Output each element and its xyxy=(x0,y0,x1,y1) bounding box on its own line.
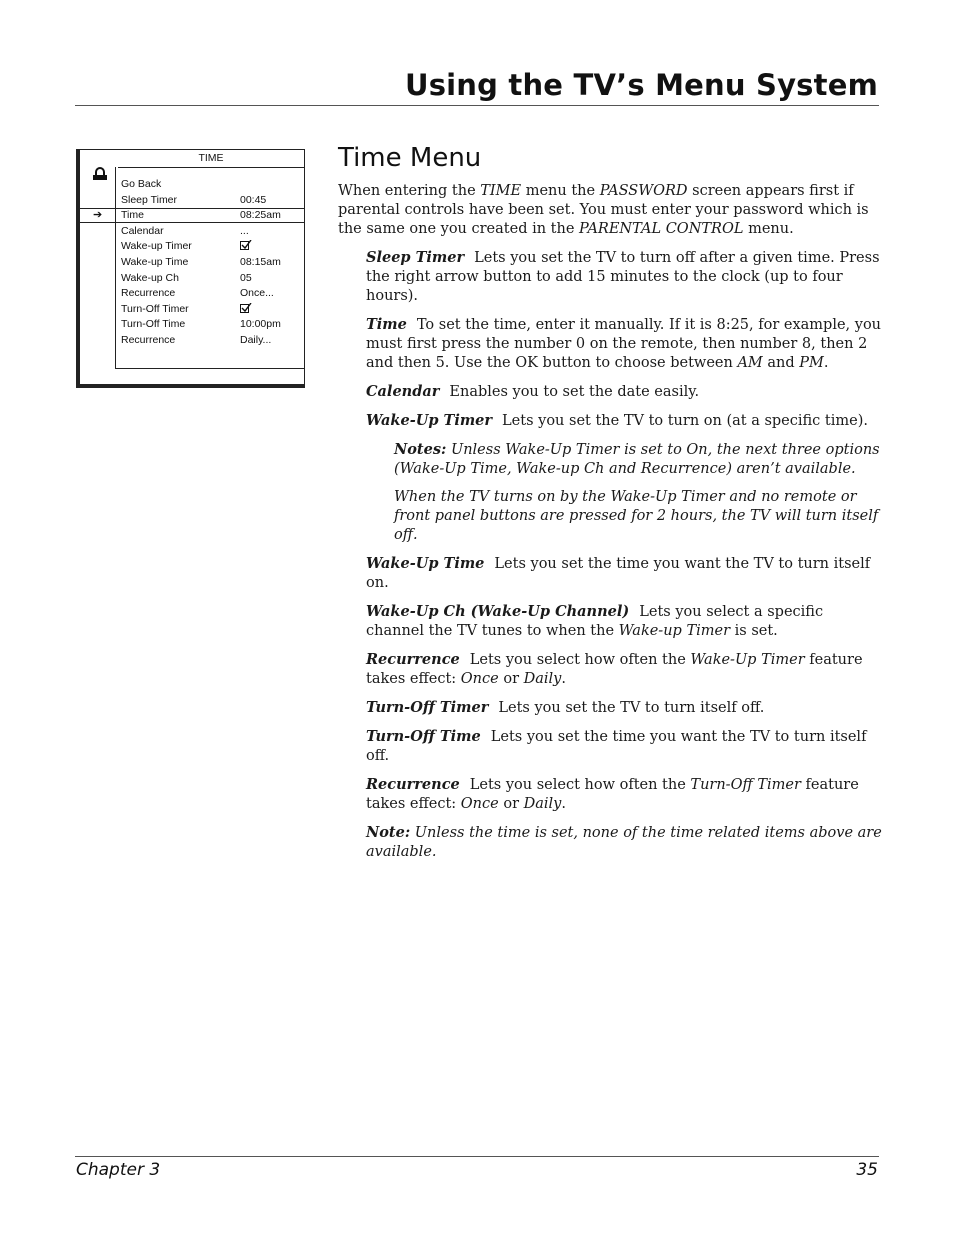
text-run: Lets you set the TV to turn off after a given time. Press the right arrow button to add 15 minutes to the clock (up to four hours). xyxy=(366,250,880,304)
term-label: Wake-Up Time xyxy=(366,555,485,572)
menu-item-label: Turn-Off Time xyxy=(121,318,186,330)
text-run: Unless Wake-Up Timer is set to On, the next three options (Wake-Up Time, Wake-up Ch and Recurrence) aren’t available. xyxy=(394,442,880,477)
menu-item-recurrence-wakeup[interactable] xyxy=(80,286,305,301)
checkbox-checked-icon xyxy=(240,241,249,250)
menu-item-calendar[interactable] xyxy=(80,224,305,239)
menu-item-value: Once... xyxy=(240,287,274,299)
term-label: Sleep Timer xyxy=(366,249,465,266)
text-run: Lets you select how often the xyxy=(469,652,691,668)
menu-item-label: Calendar xyxy=(121,225,164,237)
header-rule xyxy=(75,105,879,106)
menu-item-turnoff-time[interactable] xyxy=(80,317,305,332)
text-run: Lets you set the time you want the TV to turn itself on. xyxy=(366,556,871,591)
text-run: Once xyxy=(460,671,499,687)
text-run: Lets you set the time you want the TV to turn itself off. xyxy=(366,729,867,764)
page-header-title: Using the TV’s Menu System xyxy=(404,68,878,102)
menu-item-label: Wake-up Time xyxy=(121,256,189,268)
text-run: PM xyxy=(799,355,824,371)
menu-item-sleep-timer[interactable] xyxy=(80,193,305,208)
term-label: Wake-Up Ch (Wake-Up Channel) xyxy=(366,603,630,620)
notes-paragraph-2 xyxy=(338,488,883,545)
wakeup-time-paragraph xyxy=(338,554,883,593)
text-run: Wake-up Timer xyxy=(618,623,731,639)
text-run: Lets you select a specific channel the TV tunes to when the xyxy=(366,604,824,639)
term-label: Recurrence xyxy=(366,651,460,668)
menu-item-value: Daily... xyxy=(240,334,272,346)
text-run: menu the xyxy=(521,183,600,199)
menu-item-label: Turn-Off Timer xyxy=(121,303,189,315)
term-label: Turn-Off Timer xyxy=(366,699,489,716)
text-run: . xyxy=(561,671,566,687)
footer-chapter: Chapter 3 xyxy=(76,1160,161,1180)
footer-rule xyxy=(75,1156,879,1157)
menu-item-value: 10:00pm xyxy=(240,318,281,330)
text-run: Enables you to set the date easily. xyxy=(449,384,700,400)
turnoff-timer-paragraph xyxy=(338,698,883,718)
text-run: and xyxy=(762,355,800,371)
menu-item-value: 05 xyxy=(240,272,252,284)
term-label: Note: xyxy=(366,824,411,841)
menu-item-label: Go Back xyxy=(121,178,162,190)
text-run: To set the time, enter it manually. If it is 8:25, for example, you must first press the number 0 on the remote, then number 8, then 2 and then 5. Use the OK button to choose between xyxy=(366,317,882,371)
menu-item-value: ... xyxy=(240,225,249,237)
turnoff-time-paragraph xyxy=(338,727,883,766)
menu-item-label: Wake-up Ch xyxy=(121,272,179,284)
section-title: Time Menu xyxy=(338,143,482,173)
note-paragraph xyxy=(338,823,883,862)
time-paragraph xyxy=(338,315,883,373)
text-run: Daily xyxy=(523,796,562,812)
text-run: Lets you select how often the xyxy=(469,777,691,793)
wakeup-timer-paragraph xyxy=(338,411,883,431)
menu-item-wakeup-ch[interactable] xyxy=(80,271,305,286)
menu-item-label: Time xyxy=(121,209,144,221)
recurrence-turnoff-paragraph xyxy=(338,775,883,814)
recurrence-wakeup-paragraph xyxy=(338,650,883,689)
text-run: or xyxy=(498,796,524,812)
text-run: is set. xyxy=(730,623,778,639)
checkbox-checked-icon xyxy=(240,304,249,313)
text-run: feature takes effect: xyxy=(366,777,859,812)
text-run: AM xyxy=(737,355,763,371)
menu-item-time[interactable] xyxy=(80,208,305,223)
text-run: Daily xyxy=(523,671,562,687)
text-run: menu. xyxy=(743,221,794,237)
text-run: PASSWORD xyxy=(599,183,688,199)
menu-item-value: 00:45 xyxy=(240,194,267,206)
text-run: Unless the time is set, none of the time related items above are available. xyxy=(366,825,882,860)
text-run: . xyxy=(823,355,829,371)
text-run: Once xyxy=(460,796,499,812)
text-run: Wake-Up Timer xyxy=(690,652,805,668)
text-run: Lets you set the TV to turn on (at a specific time). xyxy=(502,413,868,429)
body-text xyxy=(338,182,883,871)
menu-item-label: Recurrence xyxy=(121,287,176,299)
menu-item-turnoff-timer[interactable] xyxy=(80,302,305,317)
notes-paragraph xyxy=(338,440,883,479)
arrow-right-icon: ➔ xyxy=(93,209,103,221)
intro-paragraph xyxy=(338,182,883,239)
text-run: Turn-Off Timer xyxy=(690,777,801,793)
menu-item-label: Sleep Timer xyxy=(121,194,178,206)
term-label: Time xyxy=(366,316,407,333)
text-run: or xyxy=(498,671,524,687)
term-label: Turn-Off Time xyxy=(366,728,481,745)
text-run: Lets you set the TV to turn itself off. xyxy=(498,700,765,716)
menu-item-value: 08:25am xyxy=(240,209,281,221)
term-label: Notes: xyxy=(394,441,447,458)
menu-item-value xyxy=(240,302,249,317)
menu-item-wakeup-timer[interactable] xyxy=(80,239,305,254)
time-menu-screen xyxy=(76,149,305,388)
text-run: TIME xyxy=(480,183,522,199)
calendar-paragraph xyxy=(338,382,883,402)
text-run: screen appears first if parental controls have been set. You must enter your password which is the same one you created in the xyxy=(338,183,869,237)
menu-item-value: 08:15am xyxy=(240,256,281,268)
menu-item-label: Recurrence xyxy=(121,334,176,346)
menu-item-label: Wake-up Timer xyxy=(121,240,192,252)
text-run: When the TV turns on by the Wake-Up Timer and no remote or front panel buttons are pressed for 2 hours, the TV will turn itself off. xyxy=(394,489,879,543)
menu-item-value xyxy=(240,239,249,254)
page-number: 35 xyxy=(856,1160,878,1180)
wakeup-ch-paragraph xyxy=(338,602,883,641)
menu-item-recurrence-turnoff[interactable] xyxy=(80,333,305,348)
text-run: When entering the xyxy=(338,183,481,199)
text-run: feature takes effect: xyxy=(366,652,863,687)
menu-item-go-back[interactable] xyxy=(80,177,305,192)
menu-title: TIME xyxy=(118,150,304,168)
text-run: PARENTAL CONTROL xyxy=(579,221,744,237)
term-label: Recurrence xyxy=(366,776,460,793)
sleep-timer-paragraph xyxy=(338,248,883,306)
text-run: . xyxy=(561,796,566,812)
menu-item-wakeup-time[interactable] xyxy=(80,255,305,270)
term-label: Calendar xyxy=(366,383,440,400)
term-label: Wake-Up Timer xyxy=(366,412,493,429)
